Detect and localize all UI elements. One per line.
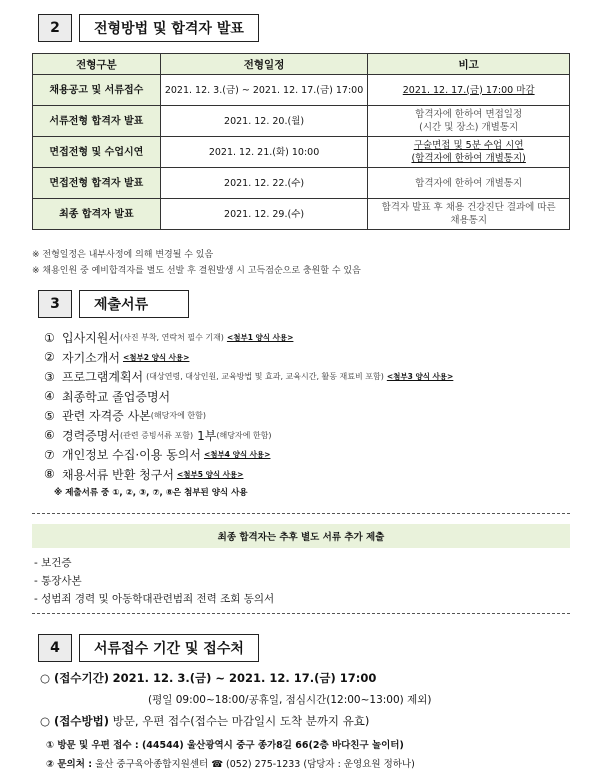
header-stage: 전형구분	[33, 54, 161, 75]
period-value: 2021. 12. 3.(금) ~ 2021. 12. 17.(금) 17:00	[112, 671, 377, 685]
inquiry-label: ② 문의처 :	[46, 759, 92, 770]
remark-line1: 2021. 12. 17.(금) 17:00 마감	[402, 84, 535, 96]
list-item	[44, 387, 564, 407]
item-attachment: <첨부5 양식 사용>	[176, 469, 244, 479]
list-item: - 보건증	[34, 556, 72, 569]
remark-line2: 채용통지	[450, 215, 488, 226]
item-title: 프로그램계획서	[62, 370, 144, 385]
list-item	[44, 426, 564, 446]
final-notice-bar: 최종 합격자는 추후 별도 서류 추가 제출	[32, 524, 570, 548]
row-schedule: 2021. 12. 29.(수)	[160, 199, 368, 230]
section2-number: 2	[38, 14, 72, 42]
visit-line	[46, 737, 404, 751]
row-stage: 최종 합격자 발표	[33, 199, 161, 230]
item-detail: (해당자에 한함)	[150, 411, 206, 421]
row-schedule: 2021. 12. 21.(화) 10:00	[160, 137, 368, 168]
section3-title: 제출서류	[79, 290, 189, 318]
divider	[32, 613, 570, 614]
item-number: ④	[44, 389, 55, 404]
section4-title: 서류접수 기간 및 접수처	[79, 634, 259, 662]
item-attachment: <첨부3 양식 사용>	[386, 372, 454, 382]
item-quantity: 1부	[197, 428, 217, 443]
section2-title: 전형방법 및 합격자 발표	[79, 14, 259, 42]
list-item	[44, 406, 564, 426]
item-number: ⑧	[44, 467, 55, 482]
star-note: ※ 제출서류 중 ①, ②, ③, ⑦, ⑧은 첨부된 양식 사용	[54, 488, 248, 498]
header-remark: 비고	[368, 54, 570, 75]
header-schedule: 전형일정	[160, 54, 368, 75]
item-title: 경력증명서	[62, 428, 120, 443]
remark-line1: 합격자에 한하여 면접일정	[415, 109, 523, 120]
item-number: ③	[44, 369, 55, 384]
extra-documents-list	[34, 553, 274, 607]
row-schedule: 2021. 12. 20.(월)	[160, 106, 368, 137]
list-item: - 통장사본	[34, 574, 82, 587]
item-detail-2: (해당자에 한함)	[216, 430, 272, 440]
method-line	[40, 713, 369, 729]
item-detail: (대상연령, 대상인원, 교육방법 및 효과, 교육시간, 활동 재료비 포함)	[146, 372, 384, 382]
list-item	[44, 465, 564, 485]
row-remark	[368, 75, 570, 106]
schedule-note-2: ※ 채용인원 중 예비합격자를 별도 선발 후 결원발생 시 고득점순으로 충원할 수 있음	[32, 266, 361, 276]
row-schedule: 2021. 12. 22.(수)	[160, 168, 368, 199]
list-item	[44, 445, 564, 465]
item-number: ①	[44, 330, 55, 345]
period-line	[40, 670, 376, 686]
row-stage: 면접전형 합격자 발표	[33, 168, 161, 199]
item-number: ⑦	[44, 447, 55, 462]
period-sub: (평일 09:00~18:00/공휴일, 점심시간(12:00~13:00) 제외)	[148, 694, 432, 706]
list-item	[44, 348, 564, 368]
visit-label: ① 방문 및 우편 접수 :	[46, 740, 139, 751]
item-detail: (사진 부착, 연락처 필수 기재)	[119, 333, 224, 343]
star-note-row	[44, 484, 564, 500]
section4-header	[38, 634, 259, 662]
list-item	[44, 328, 564, 348]
remark-line2: (시간 및 장소) 개별통지	[419, 122, 519, 133]
item-number: ⑥	[44, 428, 55, 443]
item-title: 최종학교 졸업증명서	[62, 389, 171, 404]
section3-number: 3	[38, 290, 72, 318]
remark-line1: 합격자 발표 후 채용 건강진단 결과에 따른	[381, 202, 556, 213]
divider	[32, 513, 570, 514]
row-schedule: 2021. 12. 3.(금) ~ 2021. 12. 17.(금) 17:00	[160, 75, 368, 106]
table-header-row	[33, 54, 570, 75]
item-detail: (관련 증빙서류 포함)	[119, 430, 194, 440]
inquiry-value: 울산 중구육아종합지원센터 ☎ (052) 275-1233 (담당자 : 운영요원 정하나)	[95, 759, 415, 770]
item-title: 채용서류 반환 청구서	[62, 467, 174, 482]
table-row	[33, 106, 570, 137]
table-row	[33, 199, 570, 230]
remark-line1: 구술면접 및 5분 수업 시연	[413, 140, 524, 151]
item-attachment: <첨부4 양식 사용>	[203, 450, 271, 460]
table-row	[33, 137, 570, 168]
method-value: 방문, 우편 접수(접수는 마감일시 도착 분까지 유효)	[112, 714, 370, 728]
item-attachment: <첨부2 양식 사용>	[122, 352, 190, 362]
item-title: 관련 자격증 사본	[62, 409, 151, 424]
section3-header	[38, 290, 189, 318]
row-remark: 합격자에 한하여 개별통지	[368, 168, 570, 199]
remark-line2: (합격자에 한하여 개별통지)	[411, 153, 526, 164]
item-title: 입사지원서	[62, 331, 120, 346]
item-attachment: <첨부1 양식 사용>	[226, 333, 294, 343]
row-stage: 채용공고 및 서류접수	[33, 75, 161, 106]
list-item	[44, 367, 564, 387]
table-row	[33, 168, 570, 199]
section2-header	[38, 14, 259, 42]
row-stage: 서류전형 합격자 발표	[33, 106, 161, 137]
document-list	[44, 328, 564, 500]
section4-number: 4	[38, 634, 72, 662]
method-label: ○ (접수방법)	[40, 714, 109, 728]
row-remark	[368, 106, 570, 137]
list-item: - 성범죄 경력 및 아동학대관련범죄 전력 조회 동의서	[34, 592, 275, 605]
item-title: 개인정보 수집·이용 동의서	[62, 448, 201, 463]
inquiry-line	[46, 756, 415, 770]
visit-value: (44544) 울산광역시 중구 종가8길 66(2층 바다친구 놀이터)	[141, 740, 404, 751]
period-label: ○ (접수기간)	[40, 671, 109, 685]
row-stage: 면접전형 및 수업시연	[33, 137, 161, 168]
schedule-note-1: ※ 전형일정은 내부사정에 의해 변경될 수 있음	[32, 250, 214, 260]
row-remark	[368, 199, 570, 230]
item-number: ⑤	[44, 408, 55, 423]
schedule-table	[32, 53, 570, 230]
table-row	[33, 75, 570, 106]
row-remark	[368, 137, 570, 168]
item-title: 자기소개서	[62, 350, 120, 365]
item-number: ②	[44, 350, 55, 365]
